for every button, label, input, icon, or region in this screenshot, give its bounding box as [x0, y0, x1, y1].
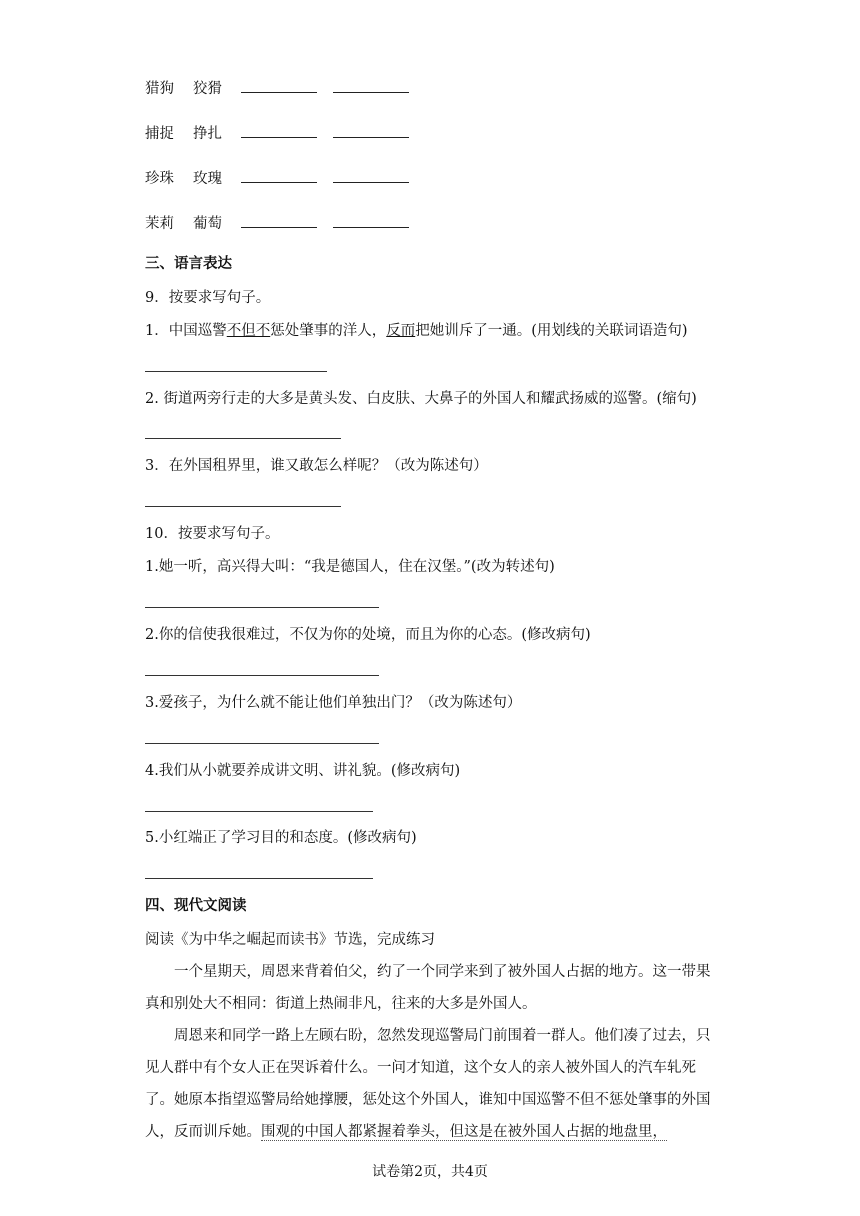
question-label: 9．按要求写句子。 [145, 290, 271, 306]
answer-blank[interactable] [241, 213, 317, 228]
answer-blank[interactable] [241, 168, 317, 183]
passage-paragraph: 一个星期天，周恩来背着伯父，约了一个同学来到了被外国人占据的地方。这一带果真和别处大不相同：街道上热闹非凡，往来的大多是外国人。 [145, 964, 711, 1012]
question-item: 1.她一听，高兴得大叫：“我是德国人，住在汉堡。”(改为转述句) [145, 559, 555, 575]
question-label: 10．按要求写句子。 [145, 526, 280, 542]
word-b: 葡萄 [193, 216, 222, 232]
word-b: 挣扎 [193, 126, 222, 142]
question-item: 4.我们从小就要养成讲文明、讲礼貌。(修改病句) [145, 763, 461, 779]
passage-paragraph [145, 1020, 715, 1148]
answer-blank[interactable] [333, 168, 409, 183]
answer-line[interactable] [145, 370, 327, 372]
question-item [145, 321, 688, 341]
word-a: 捕捉 [145, 126, 174, 142]
answer-line[interactable] [145, 877, 373, 879]
section-heading: 四、现代文阅读 [145, 898, 247, 914]
answer-blank[interactable] [241, 123, 317, 138]
underlined-word: 反而 [386, 323, 416, 339]
word-b: 玫瑰 [193, 171, 222, 187]
item-text: 把她训斥了一通。(用划线的关联词语造句) [415, 323, 688, 339]
answer-line[interactable] [145, 810, 373, 812]
word-b: 狡猾 [193, 81, 222, 97]
question-item: 3．在外国租界里，谁又敢怎么样呢？（改为陈述句） [145, 458, 488, 474]
answer-blank[interactable] [241, 78, 317, 93]
reading-intro: 阅读《为中华之崛起而读书》节选，完成练习 [145, 932, 435, 948]
word-a: 猎狗 [145, 81, 174, 97]
word-a: 珍珠 [145, 171, 174, 187]
question-item: 5.小红端正了学习目的和态度。(修改病句) [145, 830, 417, 846]
paragraph-text: 周恩来和同学一路上左顾右盼，忽然发现巡警局门前围着一群人。他们凑了过去，只见人群中有个女人正在哭诉着什么。一问才知道，这个女人的亲人被外国人的汽车轧死了。她原本指望巡警局给她撑腰，惩处这个外国人，谁知中国巡警不但不惩处肇事的外国人，反而训斥她。 [145, 1028, 711, 1140]
section-heading: 三、语言表达 [145, 256, 232, 272]
answer-blank[interactable] [333, 213, 409, 228]
answer-line[interactable] [145, 674, 379, 676]
question-item: 2. 街道两旁行走的大多是黄头发、白皮肤、大鼻子的外国人和耀武扬威的巡警。(缩句) [145, 391, 697, 407]
answer-line[interactable] [145, 742, 379, 744]
answer-line[interactable] [145, 437, 341, 439]
reading-passage [145, 956, 715, 1148]
answer-blank[interactable] [333, 123, 409, 138]
word-pair-row [145, 123, 409, 144]
answer-line[interactable] [145, 505, 341, 507]
answer-line[interactable] [145, 606, 379, 608]
word-a: 茉莉 [145, 216, 174, 232]
question-item: 2.你的信使我很难过，不仅为你的处境，而且为你的心态。(修改病句) [145, 627, 591, 643]
dotted-emphasis: 围观的中国人都紧握着拳头，但这是在被外国人占据的地盘里， [261, 1124, 667, 1140]
answer-blank[interactable] [333, 78, 409, 93]
question-item: 3.爱孩子，为什么就不能让他们单独出门？（改为陈述句） [145, 695, 522, 711]
item-text: 惩处肇事的洋人， [270, 323, 387, 339]
word-pair-row [145, 213, 409, 234]
underlined-word: 不但不 [226, 323, 271, 339]
word-pair-row [145, 168, 409, 189]
page-footer: 试卷第2页，共4页 [372, 1164, 488, 1180]
item-text: 1．中国巡警 [145, 323, 227, 339]
word-pair-row [145, 78, 409, 99]
